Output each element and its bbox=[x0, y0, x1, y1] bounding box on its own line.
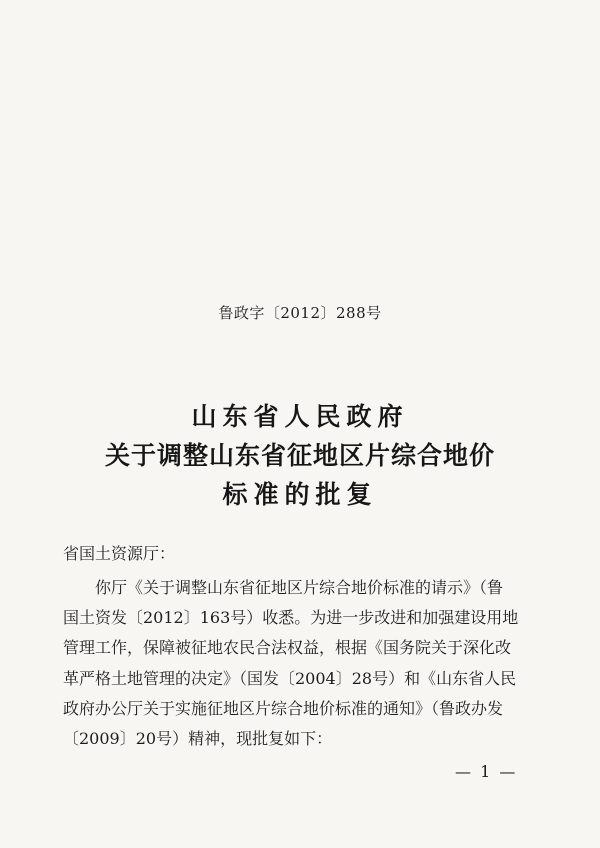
document-number: 鲁政字〔2012〕288号 bbox=[218, 304, 382, 322]
title-line-2: 关于调整山东省征地区片综合地价 bbox=[104, 441, 495, 470]
title-line-3: 标准的批复 bbox=[222, 480, 378, 509]
body-line: 革严格土地管理的决定》（国发〔2004〕28号）和《山东省人民 bbox=[63, 668, 517, 688]
addressee: 省国土资源厅： bbox=[63, 544, 176, 563]
title-line-1: 山东省人民政府 bbox=[191, 402, 409, 431]
body-line: 管理工作，保障被征地农民合法权益，根据《国务院关于深化改 bbox=[63, 638, 512, 658]
body-paragraph bbox=[63, 573, 541, 754]
page-number: — 1 — bbox=[455, 762, 518, 781]
body-line: 你厅《关于调整山东省征地区片综合地价标准的请示》（鲁 bbox=[95, 578, 504, 597]
body-line: 国土资发〔2012〕163号）收悉。为进一步改进和加强建设用地 bbox=[63, 608, 519, 628]
body-line: 政府办公厅关于实施征地区片综合地价标准的通知》（鲁政办发 bbox=[63, 698, 504, 718]
body-line: 〔2009〕20号）精神，现批复如下： bbox=[63, 729, 333, 749]
